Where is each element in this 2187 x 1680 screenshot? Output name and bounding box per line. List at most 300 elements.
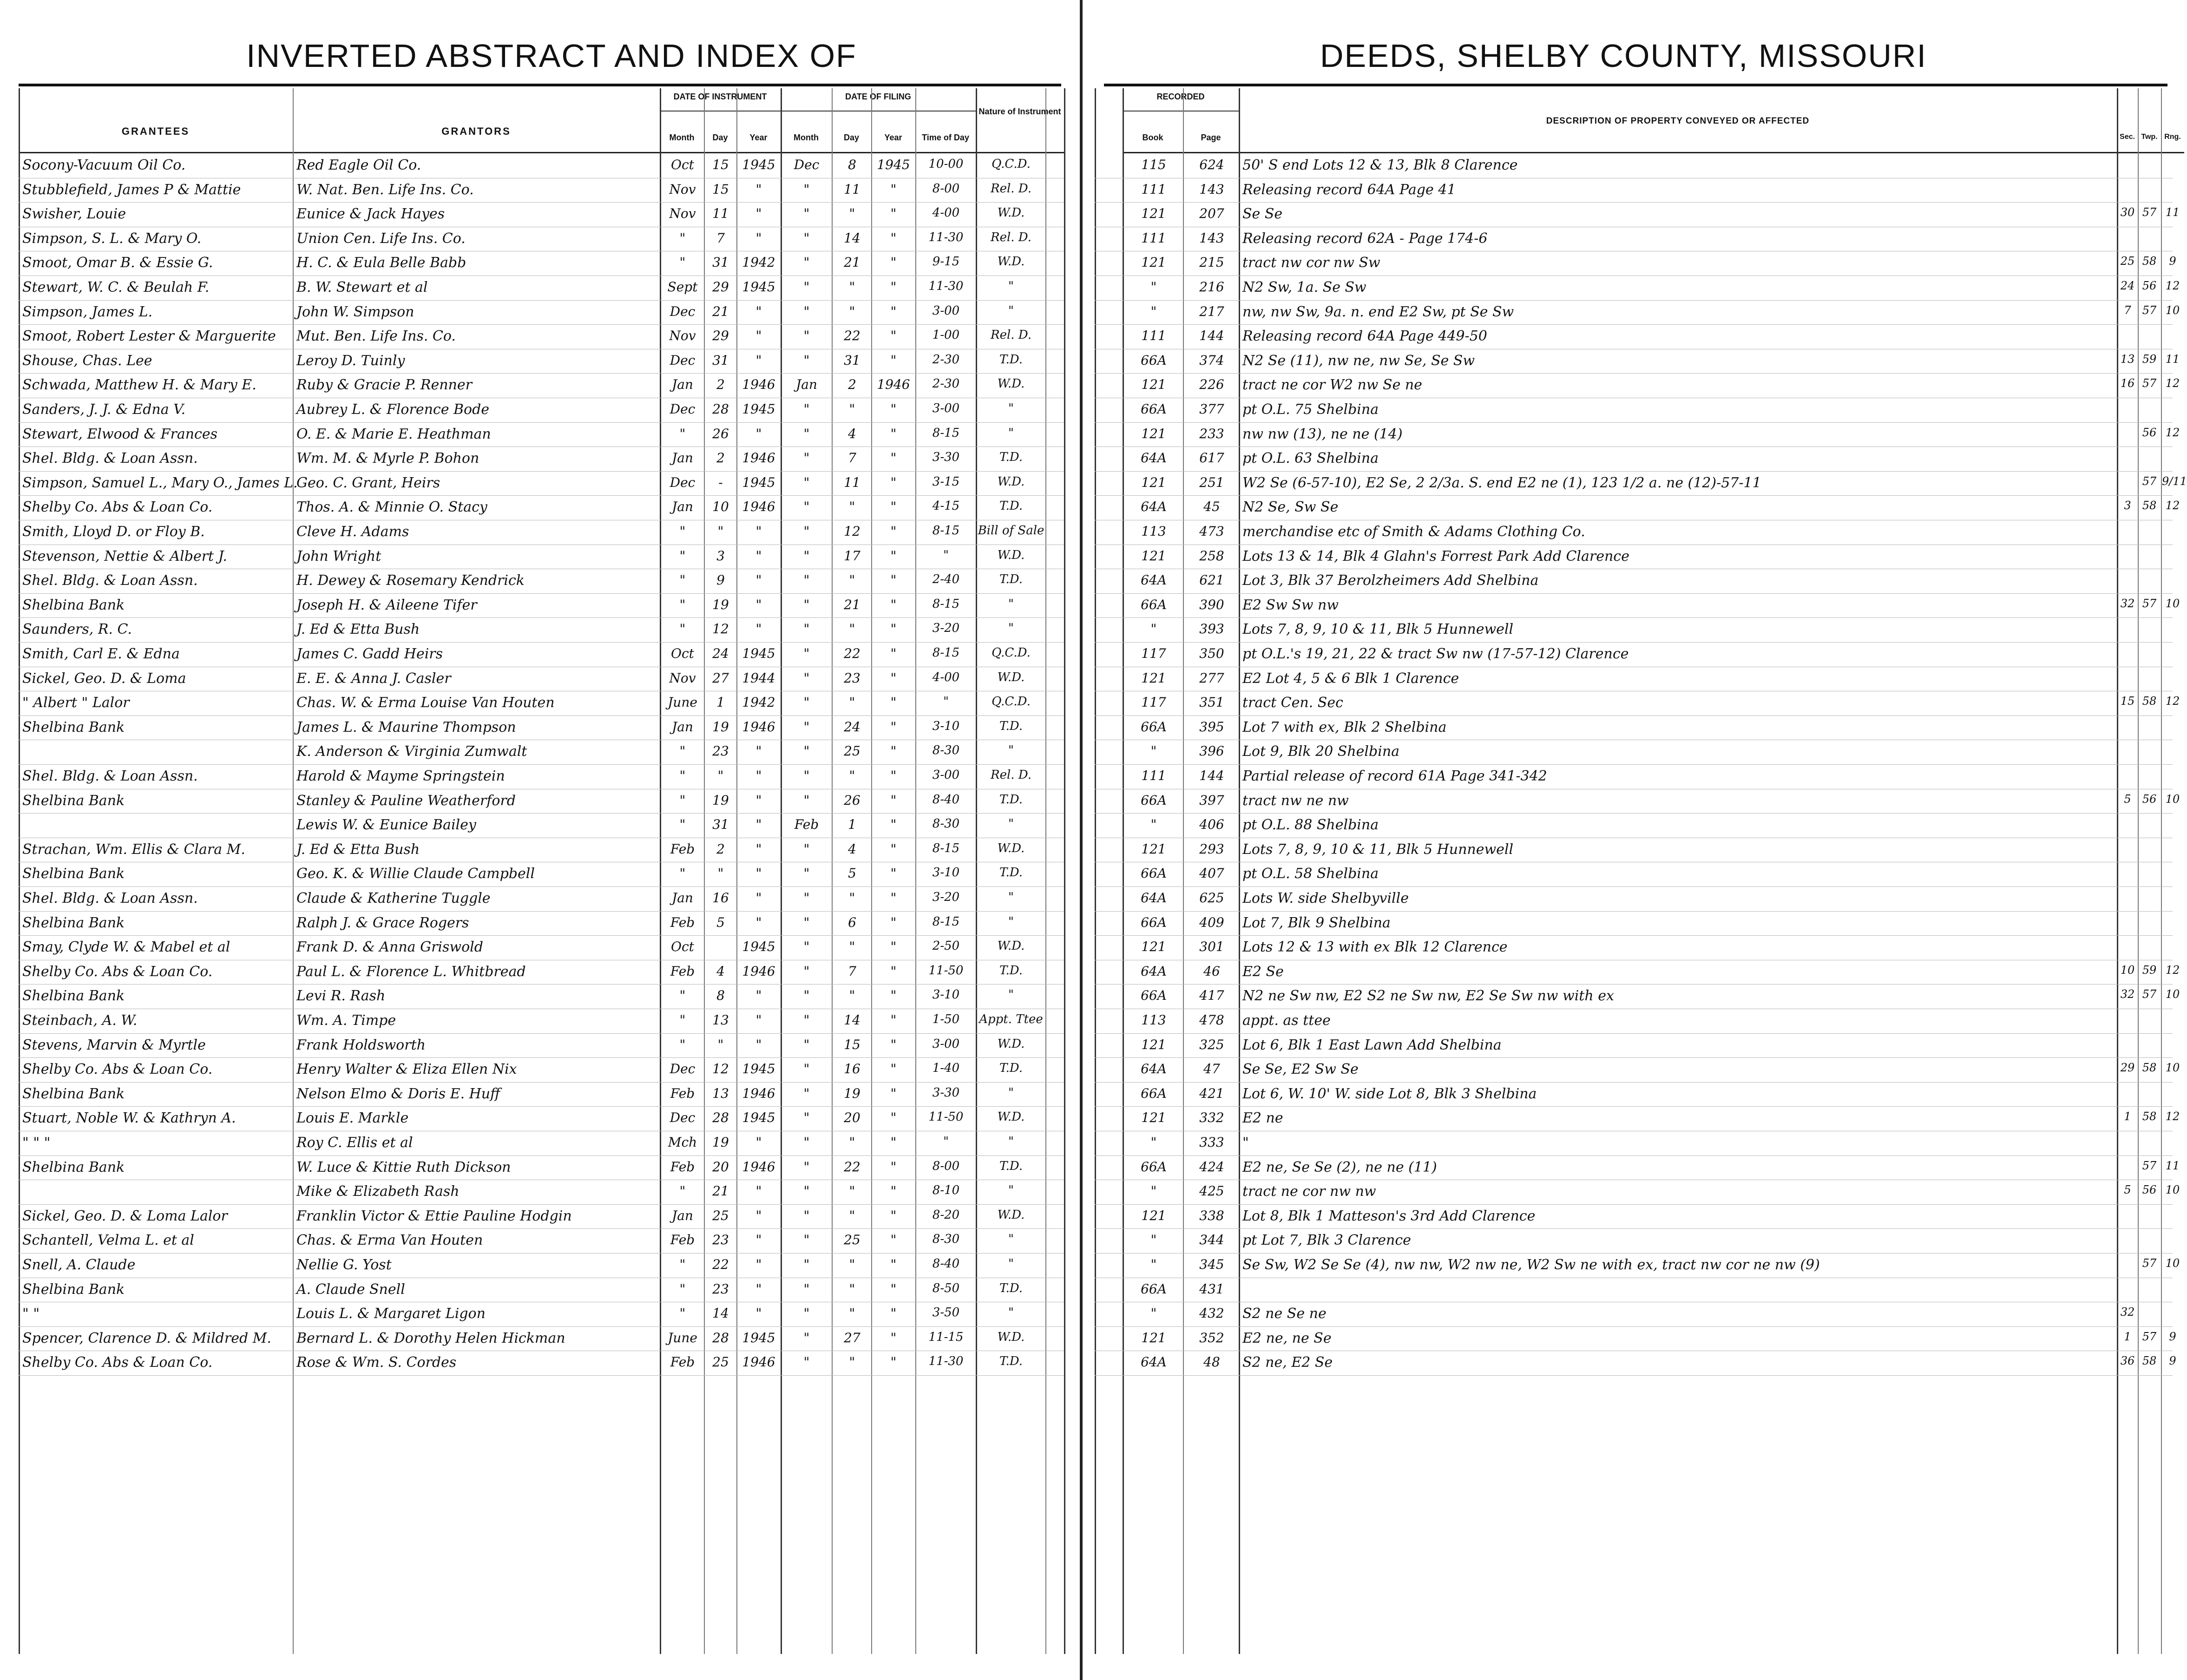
sec-cell: 3 [2124,499,2131,512]
time-of-day-cell: 8-30 [932,1232,960,1247]
nature-cell: " [1008,743,1014,758]
grantor-cell: James L. & Maurine Thompson [296,719,516,735]
instrument-month-cell: Jan [672,377,693,393]
ledger-row [1095,398,2173,423]
instrument-month-cell: Nov [669,206,696,222]
filing-day-cell: 14 [844,230,860,246]
ledger-row [19,886,1064,912]
twp-cell: 57 [2142,474,2157,488]
time-of-day-cell: 3-10 [932,988,960,1002]
nature-cell: T.D. [999,1354,1023,1369]
book-cell: 64A [1141,963,1167,979]
ledger-row [19,984,1064,1009]
instrument-year-cell: " [755,792,762,808]
filing-month-cell: " [803,524,810,539]
grantee-cell: Socony-Vacuum Oil Co. [22,157,186,173]
instrument-day-cell: 13 [712,1012,729,1028]
nature-cell: Bill of Sale [978,524,1044,538]
filing-day-cell: 7 [848,963,856,979]
filing-month-cell: " [803,1354,810,1370]
instrument-year-cell: 1945 [742,1110,775,1126]
grantor-cell: Ralph J. & Grace Rogers [296,914,469,931]
nature-cell: " [1008,303,1014,318]
book-cell: 66A [1141,719,1167,735]
sec-cell: 7 [2124,303,2131,317]
instrument-year-cell: " [755,1257,762,1272]
description-cell: Releasing record 64A Page 449-50 [1242,328,1487,345]
twp-cell: 57 [2142,1330,2157,1343]
time-of-day-cell: 3-00 [932,1037,960,1051]
instrument-day-cell: 15 [712,181,729,197]
filing-year-cell: " [890,1208,897,1223]
page-cell: 332 [1199,1110,1224,1126]
book-cell: 64A [1141,1061,1167,1077]
grantee-cell: Smoot, Omar B. & Essie G. [22,255,213,271]
filing-year-cell: " [890,1183,897,1199]
description-cell: Lots 7, 8, 9, 10 & 11, Blk 5 Hunnewell [1242,621,1514,638]
ledger-row [19,813,1064,838]
ledger-row [1095,789,2180,814]
instrument-month-cell: Feb [670,914,695,930]
filing-month-cell: " [803,939,810,955]
rng-cell: 9 [2169,1354,2176,1368]
ledger-row [19,178,1064,203]
nature-cell: T.D. [999,792,1023,807]
filing-month-cell: " [803,1281,810,1297]
grantor-cell: Ruby & Gracie P. Renner [296,377,472,394]
time-of-day-cell: 10-00 [928,157,964,171]
instrument-year-cell: " [755,230,762,246]
grantor-cell: W. Nat. Ben. Life Ins. Co. [296,181,474,198]
description-cell: tract ne cor W2 nw Se ne [1242,377,1422,394]
nature-cell: T.D. [999,963,1023,978]
book-cell: 66A [1141,1159,1167,1175]
time-of-day-cell: 11-50 [928,963,964,978]
filing-year-cell: " [890,670,897,686]
time-of-day-cell: 11-50 [928,1110,964,1124]
page-cell: 350 [1199,646,1224,661]
left-ledger-grid [19,88,1064,1654]
nature-cell: W.D. [997,548,1025,562]
ledger-row [1095,1253,2180,1278]
time-of-day-cell: 3-00 [932,768,960,782]
ledger-row [19,1204,1064,1229]
ledger-row [19,911,1064,936]
grantee-cell: Shelby Co. Abs & Loan Co. [22,963,213,980]
rng-cell: 10 [2165,1183,2180,1197]
grantee-cell: Stewart, W. C. & Beulah F. [22,279,210,295]
ledger-row [19,1155,1064,1181]
instrument-year-cell: " [755,352,762,368]
twp-cell: 58 [2142,255,2157,268]
filing-day-cell: " [849,279,855,295]
ledger-row [1095,300,2180,325]
time-of-day-cell: 8-15 [932,646,960,660]
filing-day-cell: " [849,1183,855,1199]
nature-cell: " [1008,817,1014,831]
nature-of-instrument-header: Nature of Instrument [976,88,1064,153]
book-cell: 121 [1141,255,1166,270]
ledger-row [1095,324,2173,349]
ledger-row [19,1278,1064,1303]
filing-year-cell: " [890,548,897,564]
filing-day-cell: 22 [844,1159,860,1175]
instrument-month-cell: " [679,1281,686,1297]
sec-cell: 16 [2120,377,2135,390]
grantee-cell: Sickel, Geo. D. & Loma Lalor [22,1208,228,1224]
time-of-day-cell: 3-20 [932,890,960,904]
filing-month-cell: " [803,1012,810,1028]
instrument-day-cell: 23 [712,1232,729,1248]
ledger-row [1095,984,2180,1009]
twp-cell: 58 [2142,695,2157,708]
ledger-row [1095,862,2173,887]
book-cell: 115 [1141,157,1166,172]
instrument-day-cell: 23 [712,743,729,759]
book-cell: " [1150,279,1157,295]
description-cell: Se Sw, W2 Se Se (4), nw nw, W2 nw ne, W2 Sw ne with ex, tract nw cor ne nw (9) [1242,1257,1820,1273]
time-of-day-cell: 8-40 [932,792,960,807]
filing-day-cell: " [849,988,855,1004]
instrument-month-cell: " [679,597,686,612]
nature-cell: " [1008,1135,1014,1148]
instrument-month-cell: Jan [672,719,693,735]
instrument-month-cell: " [679,255,686,270]
twp-cell: 57 [2142,303,2157,317]
filing-year-cell: " [890,1306,897,1321]
book-cell: 121 [1141,377,1166,393]
grantee-cell: Shelbina Bank [22,988,125,1004]
grantee-cell: " " " [22,1135,51,1151]
book-cell: 66A [1141,866,1167,881]
filing-year-cell: " [890,450,897,466]
description-cell: pt O.L. 88 Shelbina [1242,817,1379,833]
grantor-cell: Mut. Ben. Life Ins. Co. [296,328,456,345]
time-of-day-header: Time of Day [915,88,976,153]
description-cell: Se Se [1242,206,1283,223]
grantee-cell: Shelby Co. Abs & Loan Co. [22,1061,213,1078]
description-cell: N2 ne Sw nw, E2 S2 ne Sw nw, E2 Se Sw nw with ex [1242,988,1614,1004]
instrument-day-cell: 19 [712,597,729,612]
instrument-year-cell: 1945 [742,939,775,955]
description-cell: Lot 8, Blk 1 Matteson's 3rd Add Clarence [1242,1208,1536,1224]
grantee-cell: Shelby Co. Abs & Loan Co. [22,1354,213,1371]
instrument-year-cell: " [755,1306,762,1321]
instrument-year-cell: " [755,1012,762,1028]
ledger-row [19,1253,1064,1278]
description-header: DESCRIPTION OF PROPERTY CONVEYED OR AFFECTED [1239,88,2117,153]
instrument-month-cell: " [679,817,686,833]
book-cell: 121 [1141,841,1166,857]
ledger-row [19,1180,1064,1205]
twp-cell: 57 [2142,1159,2157,1172]
page-cell: 421 [1199,1085,1224,1101]
description-cell: tract nw cor nw Sw [1242,255,1380,271]
grantor-cell: H. C. & Eula Belle Babb [296,255,466,271]
filing-month-cell: " [803,1306,810,1321]
instrument-year-cell: " [755,914,762,930]
sec-cell: 1 [2124,1330,2131,1343]
time-of-day-cell: 8-15 [932,841,960,855]
filing-day-cell: 8 [848,157,856,172]
filing-day-cell: 22 [844,646,860,661]
ledger-row [19,251,1064,276]
filing-year-cell: " [890,719,897,735]
instrument-month-cell: June [668,695,697,710]
right-page-title: DEEDS, SHELBY COUNTY, MISSOURI [1320,38,1927,74]
ledger-row [19,153,1064,178]
instrument-day-cell: 1 [716,695,725,710]
book-cell: 66A [1141,352,1167,368]
book-cell: 66A [1141,597,1167,612]
book-cell: " [1150,621,1157,637]
instrument-month-cell: Feb [670,1354,695,1370]
book-cell: " [1150,1135,1157,1150]
ledger-row [19,960,1064,985]
twp-cell: 59 [2142,352,2157,366]
filing-month-cell: " [803,426,810,441]
sec-cell: 10 [2120,963,2135,977]
ledger-row [19,569,1064,594]
nature-cell: " [1008,279,1014,293]
page-cell: 144 [1199,328,1224,344]
page-cell: 258 [1199,548,1224,564]
instrument-year-cell: 1942 [742,255,775,270]
twp-cell: 57 [2142,377,2157,390]
grantee-cell: Sickel, Geo. D. & Loma [22,670,186,687]
grantee-cell: Shelbina Bank [22,1159,125,1175]
ledger-row [1095,1278,2173,1303]
sec-cell: 15 [2120,695,2135,708]
filing-month-cell: " [803,719,810,735]
filing-month-cell: " [803,450,810,466]
page-cell: 251 [1199,474,1224,490]
filing-year-cell: " [890,792,897,808]
instrument-year-cell: " [755,426,762,441]
time-of-day-cell: 8-15 [932,597,960,611]
grantee-cell: Shel. Bldg. & Loan Assn. [22,450,198,467]
ledger-row [19,446,1064,472]
grantees-header: GRANTEES [19,88,293,153]
sec-cell: 24 [2120,279,2135,292]
instrument-day-cell: 7 [716,230,725,246]
filing-month-cell: " [803,1232,810,1248]
grantor-cell: Wm. A. Timpe [296,1012,396,1029]
ledger-row [19,838,1064,863]
instrument-year-cell: 1945 [742,646,775,661]
filing-month-cell: " [803,1037,810,1052]
time-of-day-cell: 8-15 [932,524,960,538]
filing-day-cell: " [849,939,855,955]
page-cell: 46 [1203,963,1220,979]
instrument-day-cell: - [718,474,723,490]
filing-month-cell: " [803,303,810,319]
description-cell: pt Lot 7, Blk 3 Clarence [1242,1232,1411,1249]
filing-year-cell: " [890,1281,897,1297]
ledger-row [1095,471,2187,496]
instrument-year-cell: " [755,1183,762,1199]
book-cell: 111 [1141,181,1166,197]
instrument-year-cell: " [755,841,762,857]
description-cell: Releasing record 64A Page 41 [1242,181,1456,198]
filing-month-cell: " [803,1085,810,1101]
instrument-year-cell: " [755,768,762,783]
nature-cell: T.D. [999,866,1023,880]
rng-cell: 10 [2165,1257,2180,1270]
description-cell: Lots 7, 8, 9, 10 & 11, Blk 5 Hunnewell [1242,841,1514,858]
sec-cell: 1 [2124,1110,2131,1123]
instrument-month-cell: Oct [671,157,694,172]
nature-cell: Q.C.D. [992,695,1031,709]
ledger-row [1095,1155,2180,1181]
instrument-day-cell: 14 [712,1306,729,1321]
filing-month-cell: " [803,1183,810,1199]
time-of-day-cell: 3-10 [932,719,960,733]
filing-year-cell: " [890,1085,897,1101]
ledger-row [19,1131,1064,1156]
time-of-day-cell: 11-30 [928,230,964,244]
instrument-year-cell: " [755,621,762,637]
twp-cell: 58 [2142,1354,2157,1368]
grantor-cell: Henry Walter & Eliza Ellen Nix [296,1061,517,1078]
filing-year-cell: " [890,401,897,417]
description-cell: E2 Se [1242,963,1284,980]
instrument-day-cell: 13 [712,1085,729,1101]
instrument-year-cell: 1945 [742,1330,775,1345]
description-cell: W2 Se (6-57-10), E2 Se, 2 2/3a. S. end E2 ne (1), 123 1/2 a. ne (12)-57-11 [1242,474,1761,491]
ledger-row [19,642,1064,667]
instrument-year-cell: " [755,597,762,612]
grantee-cell: Smith, Lloyd D. or Floy B. [22,524,205,540]
page-cell: 215 [1199,255,1224,270]
filing-year-cell: " [890,474,897,490]
description-cell: N2 Se, Sw Se [1242,499,1339,516]
grantee-cell: Simpson, Samuel L., Mary O., James L. [22,474,298,491]
ledger-row [1095,1351,2176,1376]
filing-month-cell: " [803,963,810,979]
instrument-day-cell: 27 [712,670,729,686]
ledger-row [1095,911,2173,936]
rng-cell: 12 [2165,426,2180,439]
time-of-day-cell: 3-00 [932,401,960,415]
instrument-month-cell: June [668,1330,697,1345]
instrument-month-header: Month [660,88,704,153]
page-cell: 47 [1203,1061,1220,1077]
page-cell: 407 [1199,866,1224,881]
instrument-day-cell: 3 [716,548,725,564]
nature-cell: W.D. [997,377,1025,391]
nature-cell: T.D. [999,719,1023,733]
description-cell: tract ne cor nw nw [1242,1183,1376,1200]
filing-day-cell: " [849,401,855,417]
grantor-cell: Rose & Wm. S. Cordes [296,1354,457,1371]
grantor-cell: H. Dewey & Rosemary Kendrick [296,572,525,589]
instrument-year-cell: " [755,1037,762,1052]
instrument-day-cell: " [717,524,724,539]
nature-cell: T.D. [999,352,1023,367]
filing-month-cell: " [803,572,810,588]
rng-cell: 9 [2169,255,2176,268]
page-cell: 345 [1199,1257,1224,1272]
instrument-day-cell: 8 [716,988,725,1004]
ledger-row [1095,1082,2173,1107]
filing-day-cell: 4 [848,841,856,857]
grantee-cell: Stevens, Marvin & Myrtle [22,1037,206,1053]
book-cell: " [1150,817,1157,833]
instrument-month-cell: Feb [670,1085,695,1101]
ledger-row [1095,1302,2173,1327]
filing-month-cell: " [803,1110,810,1126]
filing-day-cell: " [849,1257,855,1272]
filing-year-cell: " [890,743,897,759]
left-page [0,0,1083,1680]
description-cell: S2 ne, E2 Se [1242,1354,1333,1371]
page-cell: 277 [1199,670,1224,686]
instrument-day-cell: 25 [712,1354,729,1370]
instrument-year-cell: 1945 [742,157,775,172]
instrument-day-cell: 21 [712,1183,729,1199]
page-cell: 625 [1199,890,1224,906]
grantor-cell: Joseph H. & Aileene Tifer [296,597,477,613]
instrument-day-cell: 26 [712,426,729,441]
filing-year-cell: " [890,866,897,881]
grantor-cell: Louis L. & Margaret Ligon [296,1306,486,1322]
ledger-row [1095,1228,2173,1253]
left-page-header [19,28,1061,86]
filing-month-cell: Jan [796,377,817,393]
filing-day-cell: 31 [844,352,860,368]
instrument-month-cell: Nov [669,670,696,686]
description-cell: N2 Sw, 1a. Se Sw [1242,279,1366,295]
filing-month-cell: " [803,670,810,686]
book-cell: 111 [1141,328,1166,344]
filing-month-header: Month [781,88,832,153]
time-of-day-cell: 2-40 [932,572,960,587]
time-of-day-cell: 8-30 [932,817,960,831]
grantee-cell: Stevenson, Nettie & Albert J. [22,548,227,564]
filing-day-cell: 27 [844,1330,860,1345]
filing-day-cell: 6 [848,914,856,930]
book-cell: 117 [1141,695,1166,710]
book-cell: 121 [1141,1330,1166,1345]
ledger-row [1095,178,2173,203]
time-of-day-cell: 8-00 [932,181,960,196]
rng-cell: 10 [2165,792,2180,806]
filing-day-cell: 22 [844,328,860,344]
instrument-year-cell: 1945 [742,279,775,295]
instrument-year-cell: " [755,1135,762,1150]
description-cell: S2 ne Se ne [1242,1306,1327,1322]
grantee-cell: Saunders, R. C. [22,621,132,638]
filing-month-cell: " [803,621,810,637]
time-of-day-cell: 8-10 [932,1183,960,1198]
grantee-cell: " Albert " Lalor [22,695,130,711]
filing-day-cell: 21 [844,255,860,270]
time-of-day-cell: 8-15 [932,426,960,440]
grantor-cell: Red Eagle Oil Co. [296,157,421,173]
grantor-cell: Geo. C. Grant, Heirs [296,474,440,491]
grantor-cell: Wm. M. & Myrle P. Bohon [296,450,479,467]
ledger-row [19,1351,1064,1376]
filing-day-cell: 2 [848,377,856,393]
ledger-row [1095,227,2173,252]
time-of-day-cell: 3-20 [932,621,960,636]
twp-cell: 56 [2142,792,2157,806]
book-cell: 66A [1141,914,1167,930]
filing-month-cell: " [803,646,810,661]
sec-cell: 36 [2120,1354,2135,1368]
book-cell: 121 [1141,548,1166,564]
